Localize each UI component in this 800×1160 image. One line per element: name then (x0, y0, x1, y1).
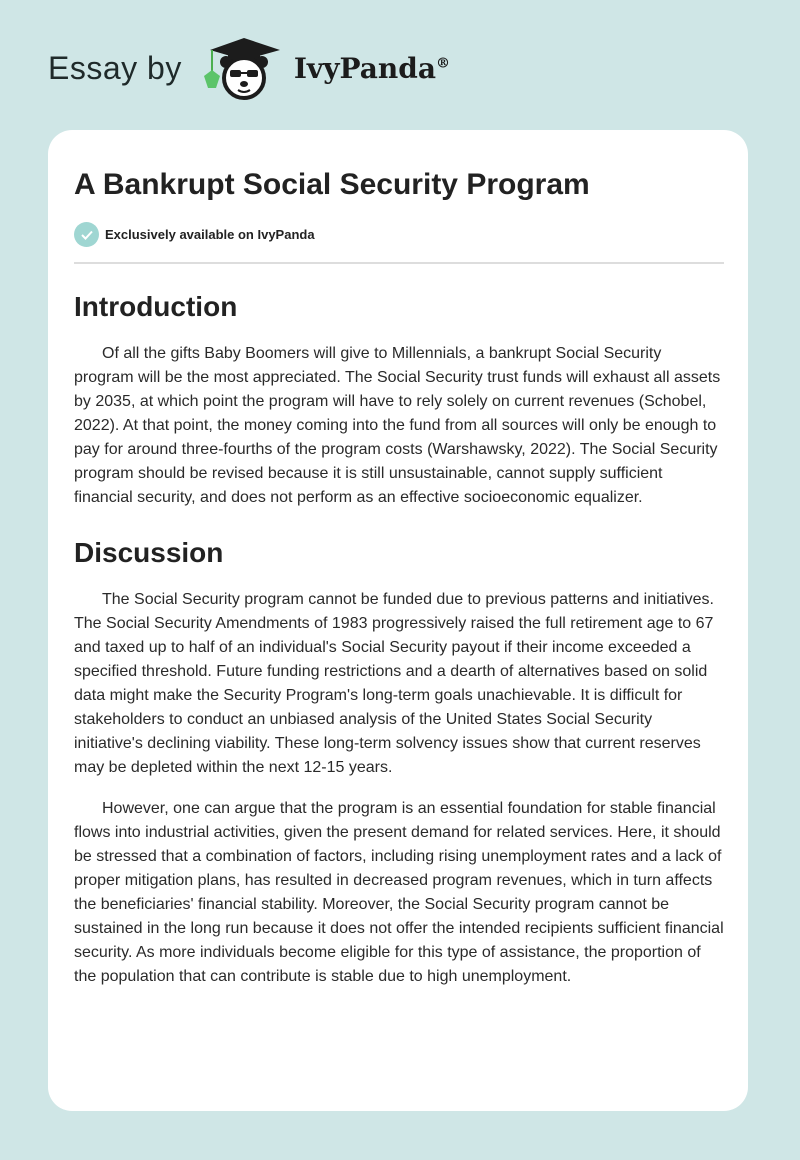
paragraph: Of all the gifts Baby Boomers will give to Millennials, a bankrupt Social Security program will be the most appreciated. The Social Security trust funds will exhaust all assets by 2035, at which point the program will have to rely solely on current revenues (Schobel, 2022). At that point, the money coming into the fund from all sources will only be enough to pay for around three-fourths of the program costs (Warshawsky, 2022). The Social Security program should be revised because it is still unsustainable, cannot supply sufficient financial security, and does not perform as an effective socioeconomic equalizer. (74, 345, 721, 506)
badge-text: Exclusively available on IvyPanda (105, 227, 315, 242)
check-icon (74, 222, 99, 247)
brand-name-text: IvyPanda (293, 51, 436, 85)
essay-card (48, 130, 748, 1111)
section-heading: Introduction (74, 291, 238, 322)
section-heading: Discussion (74, 537, 224, 568)
paragraph: The Social Security program cannot be funded due to previous patterns and initiatives. The Social Security Amendments of 1983 progressively raised the full retirement age to 67 and taxed up to half of an individual's Social Security payout if their income exceeded a specified threshold. Future funding restrictions and a dearth of alternatives based on solid data might make the Security Program's long-term goals unachievable. It is difficult for stakeholders to conduct an unbiased analysis of the United States Social Security initiative's declining viability. These long-term solvency issues show that current reserves may be depleted within the next 12-15 years. (74, 591, 714, 776)
brand-header[interactable] (48, 36, 450, 100)
brand-prefix: Essay by (48, 49, 182, 86)
paragraph: However, one can argue that the program is an essential foundation for stable financial flows into industrial activities, given the present demand for related services. Here, it should be stressed that a combination of factors, including rising unemployment rates and a lack of proper mitigation plans, has resulted in decreased program revenues, which in turn affects the beneficiaries' financial stability. Moreover, the Social Security program cannot be sustained in the long run because it does not offer the intended recipients sufficient financial security. As more individuals become eligible for this type of assistance, the proportion of the population that can contribute is stable due to high unemployment. (74, 800, 724, 985)
divider (74, 262, 724, 264)
essay-content (74, 166, 724, 1006)
essay-title: A Bankrupt Social Security Program (74, 168, 590, 201)
exclusive-badge (74, 222, 724, 247)
section-discussion (74, 536, 724, 989)
brand-name (294, 52, 450, 85)
section-introduction (74, 290, 724, 510)
panda-logo-icon (200, 36, 284, 100)
registered-mark: ® (436, 55, 450, 72)
